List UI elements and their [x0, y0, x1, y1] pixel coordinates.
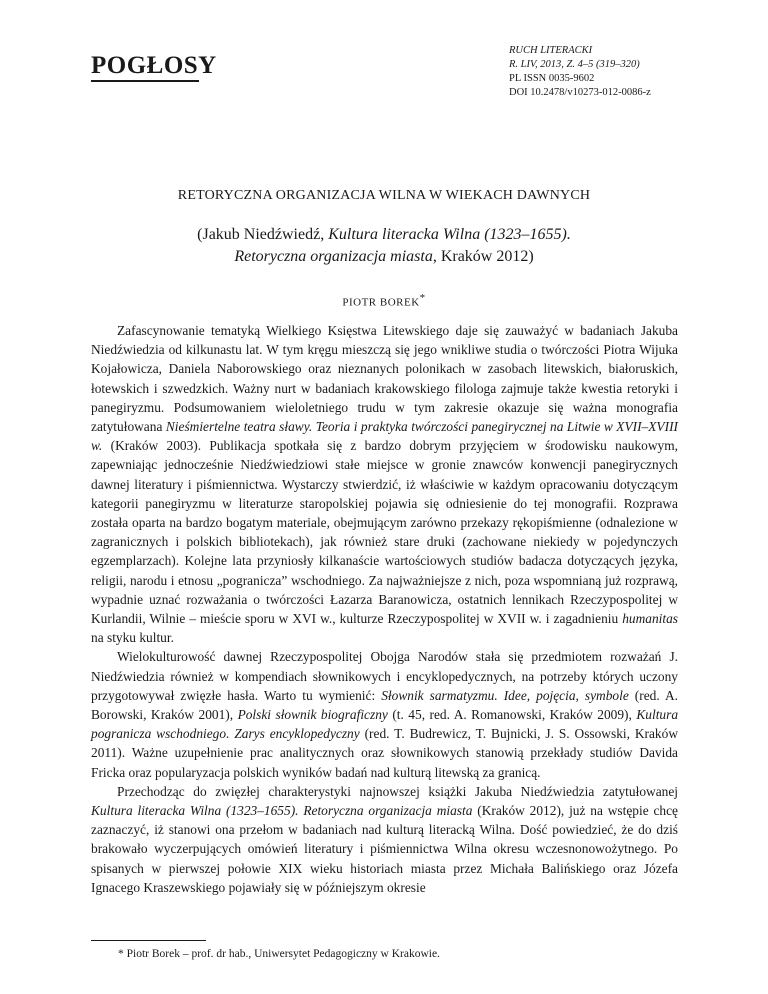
book-subtitle: Retoryczna organizacja miasta — [234, 248, 433, 265]
text-run: Przechodząc do zwięzłej charakterystyki najnowszej książki Jakuba Niedźwiedzia zatytułowanej — [117, 783, 678, 799]
italic-run: humanitas — [622, 611, 678, 627]
text-run: (red. T. Budrewicz, T. Bujnicki, J. S. Ossowski, Kraków 2011). Ważne uzupełnienie prac analitycznych oraz słownikowych stanowią przekłady studiów Davida Fricka oraz popularyzacja polskich wyników badań nad kulturą litewską za granicą. — [91, 726, 678, 780]
subtitle-line-1 — [0, 224, 768, 246]
text-run: na styku kultur. — [91, 630, 174, 646]
text-run: (Kraków 2012), już na wstępie chcę zaznaczyć, iż stanowi ona przełom w badaniach nad kulturą literacką Wilna. Dość powiedzieć, że do dziś brakowało wyczerpujących omówień literatury i piśmiennictwa Wilna okresu wczesnonowożytnego. Po spisanych w pierwszej połowie XIX wieku historiach miasta przez Michała Balińskiego oraz Józefa Ignacego Kraszewskiego pojawiały się w późniejszym okresie — [91, 803, 678, 895]
italic-run: Kultura pogranicza wschodniego. Zarys encyklopedyczny — [91, 707, 679, 742]
text-run: Wielokulturowość dawnej Rzeczypospolitej Obojga Narodów stała się przedmiotem rozważań J. Niedźwiedzia również w kompendiach słownikowych i encyklopedycznych, na potrzeby których uczony przygotowywał zwięzłe hasła. Warto tu wymienić: — [91, 649, 678, 703]
footnote: * Piotr Borek – prof. dr hab., Uniwersytet Pedagogiczny w Krakowie. — [118, 948, 440, 960]
journal-meta — [509, 44, 651, 100]
paragraph-2 — [91, 647, 678, 781]
italic-run: Nieśmiertelne teatra sławy. Teoria i praktyka twórczości panegirycznej na Litwie w XVII–XVIII w. — [91, 419, 678, 454]
text-run: (t. 45, red. A. Romanowski, Kraków 2009), — [387, 707, 637, 723]
paragraph-1 — [91, 321, 678, 647]
author-name: PIOTR BOREK — [342, 296, 420, 309]
subtitle-line-2 — [0, 246, 768, 268]
article-title: RETORYCZNA ORGANIZACJA WILNA W WIEKACH DAWNYCH — [177, 188, 591, 203]
article-subtitle — [0, 224, 768, 268]
author-line — [0, 292, 768, 309]
journal-issn: PL ISSN 0035-9602 — [509, 73, 595, 84]
section-label: POGŁOSY — [91, 52, 217, 79]
subtitle-close: , Kraków 2012) — [432, 248, 534, 265]
italic-run: Kultura literacka Wilna (1323–1655). Retoryczna organizacja miasta — [91, 803, 473, 819]
subtitle-open: (Jakub Niedźwiedź, — [197, 226, 329, 243]
italic-run: Polski słownik biograficzny — [237, 707, 388, 723]
book-title: Kultura literacka Wilna (1323–1655). — [328, 226, 571, 243]
section-rule — [91, 80, 199, 82]
journal-name: RUCH LITERACKI — [509, 45, 593, 56]
body-text — [91, 321, 678, 897]
text-run: Zafascynowanie tematyką Wielkiego Księstwa Litewskiego daje się zauważyć w badaniach Jakuba Niedźwiedzia od kilkunastu lat. W tym kręgu mieszczą się jego wnikliwe studia o twórczości Piotra Wijuka Kojałowicza, Daniela Naborowskiego oraz nieznanych polonikach w zasobach litewskich, białoruskich, łotewskich i szwedzkich. Ważny nurt w badaniach krakowskiego filologa zajmuje także kwestia retoryki i panegiryzmu. Podsumowaniem wieloletniego trudu w tym zakresie okazuje się ważna monografia zatytułowana — [91, 323, 678, 435]
italic-run: Słownik sarmatyzmu. Idee, pojęcia, symbole — [381, 687, 629, 703]
paragraph-3 — [91, 782, 678, 897]
footnote-mark: * — [419, 292, 426, 304]
footnote-rule — [91, 940, 206, 941]
journal-volume: R. LIV, 2013, Z. 4–5 (319–320) — [509, 59, 640, 70]
journal-doi: DOI 10.2478/v10273-012-0086-z — [509, 87, 651, 98]
text-run: (red. A. Borowski, Kraków 2001), — [91, 687, 678, 723]
text-run: (Kraków 2003). Publikacja spotkała się z bardzo dobrym przyjęciem w środowisku naukowym, zapewniając jednocześnie Niedźwiedziowi stałe miejsce w gronie znawców konwencji panegirycznych dawnej literatury i piśmiennictwa. Wystarczy stwierdzić, iż właściwie w każdym opracowaniu dotyczącym kategorii panegiryzmu w literaturze staropolskiej pojawia się odniesienie do tej monografii. Rozprawa została oparta na bardzo bogatym materiale, obejmującym zarówno przekazy rękopiśmienne (odnalezione w zagranicznych i polskich bibliotekach), jak również stare druki (zachowane niekiedy w pojedynczych egzemplarzach). Kolejne lata przyniosły kilkanaście wartościowych studiów badacza dotyczących języka, religii, narodu i etnosu „pogranicza” wschodniego. Za najważniejsze z nich, poza wspomnianą już rozprawą, wypadnie uznać rozważania o twórczości Łazarza Baranowicza, ostatnich lennikach Rzeczypospolitej w Kurlandii, Wilnie – mieście sporu w XVI w., kulturze Rzeczypospolitej w XVII w. i zagadnieniu — [91, 438, 678, 627]
